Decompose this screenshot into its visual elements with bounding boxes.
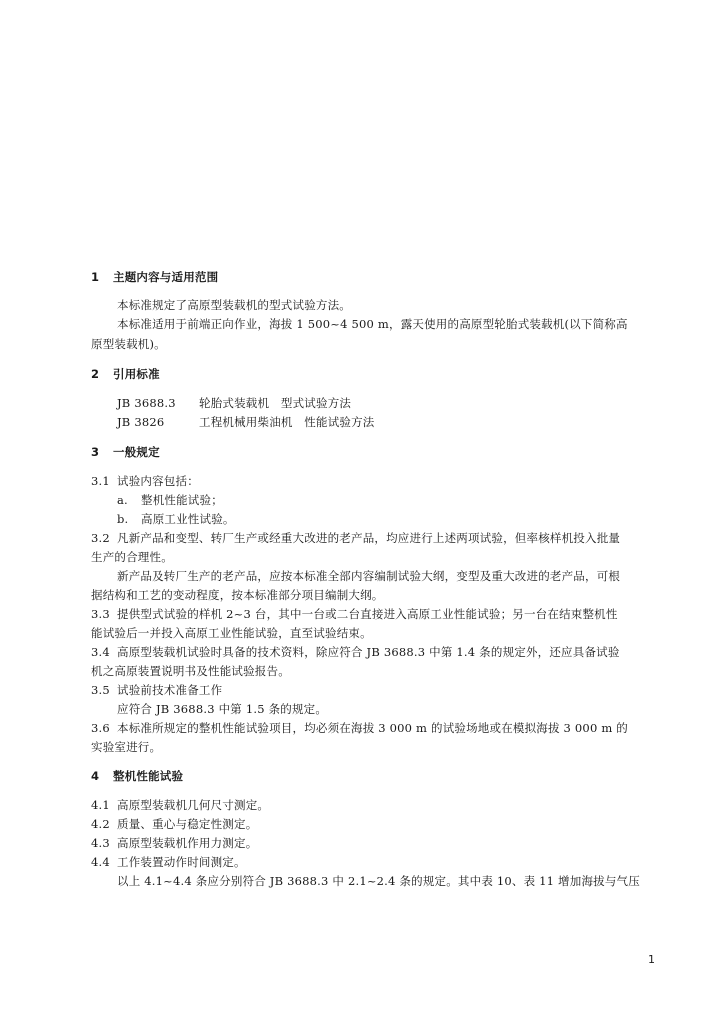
clause-text: 质量、重心与稳定性测定。	[117, 817, 258, 831]
item-mark: a.	[117, 493, 128, 507]
reference-title: 轮胎式装载机 型式试验方法	[199, 396, 352, 410]
paragraph: 以上 4.1~4.4 条应分别符合 JB 3688.3 中 2.1~2.4 条的规定。其中表 10、表 11 增加海拔与气压	[117, 874, 640, 888]
clause-number: 3.2	[91, 531, 110, 545]
clause-3-2	[91, 531, 620, 545]
list-item	[117, 493, 223, 507]
reference-code: JB 3688.3	[117, 396, 176, 410]
section-number: 3	[91, 445, 100, 459]
paragraph: 应符合 JB 3688.3 中第 1.5 条的规定。	[117, 702, 328, 716]
paragraph: 能试验后一并投入高原工业性能试验，直至试验结束。	[91, 626, 372, 640]
clause-number: 4.2	[91, 817, 110, 831]
clause-number: 3.5	[91, 683, 110, 697]
paragraph: 本标准规定了高原型装载机的型式试验方法。	[117, 298, 351, 312]
clause-4-2	[91, 817, 257, 831]
section-4-heading	[91, 769, 183, 783]
clause-3-5	[91, 683, 222, 697]
clause-text: 本标准所规定的整机性能试验项目，均必须在海拔 3 000 m 的试验场地或在模拟海拔 3 000 m 的	[117, 721, 628, 735]
clause-number: 4.3	[91, 836, 110, 850]
clause-3-4	[91, 645, 620, 659]
clause-text: 工作装置动作时间测定。	[117, 855, 246, 869]
clause-text: 提供型式试验的样机 2~3 台，其中一台或二台直接进入高原工业性能试验；另一台在结束整机性	[117, 607, 618, 621]
clause-number: 3.6	[91, 721, 110, 735]
clause-number: 3.1	[91, 474, 110, 488]
paragraph: 据结构和工艺的变动程度，按本标准部分项目编制大纲。	[91, 588, 384, 602]
clause-4-1	[91, 798, 269, 812]
paragraph: 新产品及转厂生产的老产品，应按本标准全部内容编制试验大纲，变型及重大改进的老产品，可根	[117, 569, 621, 583]
reference-title: 工程机械用柴油机 性能试验方法	[199, 415, 375, 429]
section-2-heading	[91, 367, 160, 381]
section-number: 1	[91, 270, 100, 284]
section-title: 整机性能试验	[113, 769, 184, 783]
clause-text: 试验前技术准备工作	[117, 683, 223, 697]
section-3-heading	[91, 445, 160, 459]
clause-text: 凡新产品和变型、转厂生产或经重大改进的老产品，均应进行上述两项试验，但率核样机投入批量	[117, 531, 621, 545]
clause-text: 高原型装载机作用力测定。	[117, 836, 258, 850]
clause-number: 3.4	[91, 645, 110, 659]
clause-3-3	[91, 607, 618, 621]
item-text: 整机性能试验；	[141, 493, 223, 507]
reference-item	[117, 396, 351, 410]
reference-code: JB 3826	[117, 415, 165, 429]
clause-3-1	[91, 474, 199, 488]
clause-4-3	[91, 836, 257, 850]
item-text: 高原工业性试验。	[141, 512, 235, 526]
section-1-heading	[91, 270, 218, 284]
paragraph: 本标准适用于前端正向作业，海拔 1 500~4 500 m，露天使用的高原型轮胎式装载机(以下简称高	[117, 317, 628, 331]
page-number: 1	[648, 953, 655, 966]
clause-number: 4.4	[91, 855, 110, 869]
list-item	[117, 512, 235, 526]
section-title: 引用标准	[113, 367, 160, 381]
section-title: 主题内容与适用范围	[113, 270, 219, 284]
clause-4-4	[91, 855, 246, 869]
item-mark: b.	[117, 512, 129, 526]
section-number: 2	[91, 367, 100, 381]
clause-text: 高原型装载机几何尺寸测定。	[117, 798, 270, 812]
clause-number: 3.3	[91, 607, 110, 621]
paragraph: 原型装载机)。	[91, 337, 166, 351]
paragraph: 机之高原装置说明书及性能试验报告。	[91, 664, 290, 678]
paragraph: 生产的合理性。	[91, 550, 173, 564]
clause-text: 试验内容包括：	[117, 474, 199, 488]
paragraph: 实验室进行。	[91, 740, 162, 754]
reference-item	[117, 415, 375, 429]
clause-text: 高原型装载机试验时具备的技术资料，除应符合 JB 3688.3 中第 1.4 条的规定外，还应具备试验	[117, 645, 620, 659]
clause-3-6	[91, 721, 628, 735]
clause-number: 4.1	[91, 798, 110, 812]
section-number: 4	[91, 769, 100, 783]
section-title: 一般规定	[113, 445, 160, 459]
